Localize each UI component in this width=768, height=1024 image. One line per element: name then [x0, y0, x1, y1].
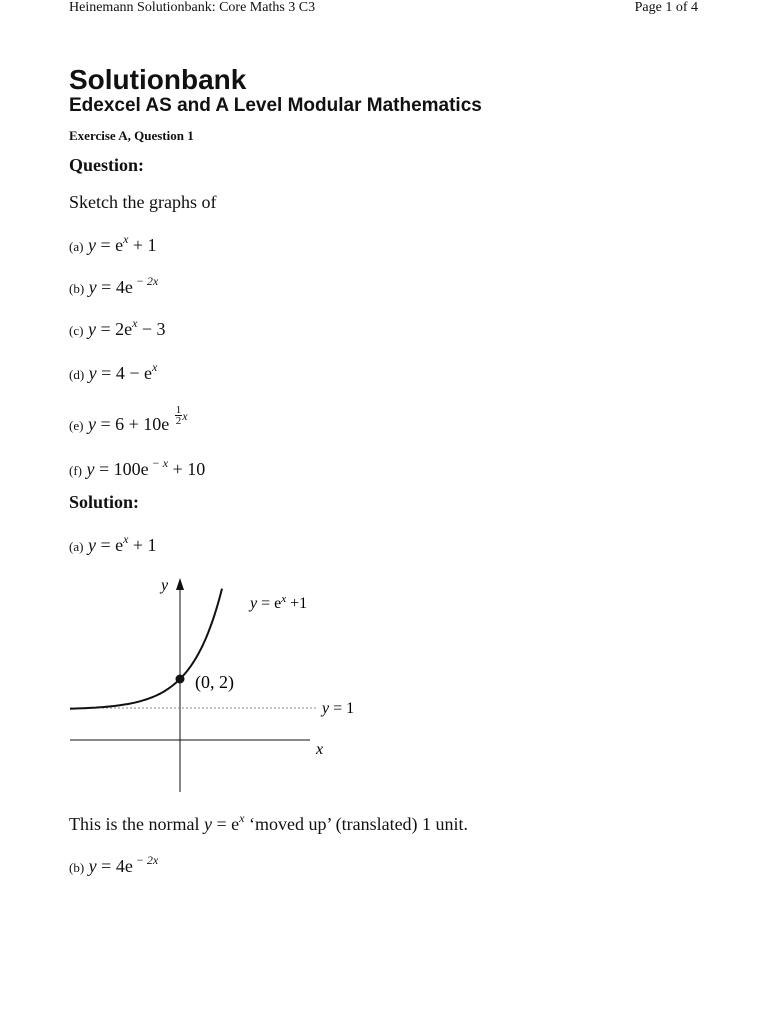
- question-part-f: [69, 456, 206, 480]
- y-axis-label: y: [161, 577, 169, 594]
- fraction-denominator: 2: [175, 415, 182, 427]
- equation-var: y: [87, 414, 96, 434]
- equation-var: y: [86, 459, 95, 479]
- part-label: (a): [69, 239, 84, 254]
- x-axis-label: x: [316, 741, 324, 758]
- equation-text: = 6 + 10e: [95, 414, 170, 434]
- point-label: (0, 2): [195, 672, 234, 692]
- part-label: (c): [69, 323, 84, 338]
- y-axis-arrow: [176, 578, 184, 590]
- equation-var: y: [88, 277, 97, 297]
- asymptote-label-text: = 1: [329, 700, 355, 717]
- asymptote-label-var: y: [322, 700, 330, 717]
- equation-exponent: − x: [148, 456, 169, 470]
- equation-tail: + 1: [128, 535, 157, 555]
- part-label: (f): [69, 463, 82, 478]
- part-label: (b): [69, 281, 85, 296]
- page-title: Solutionbank: [69, 64, 247, 95]
- equation-var: y: [87, 535, 96, 555]
- question-part-b: [69, 274, 159, 298]
- equation-var: y: [87, 319, 96, 339]
- equation-exponent: x: [123, 532, 129, 546]
- equation-exponent: − 2x: [132, 274, 159, 288]
- question-intro: Sketch the graphs of: [69, 192, 217, 212]
- curve-label-tail: +1: [286, 595, 308, 612]
- intercept-point: [176, 675, 185, 684]
- explanation-text: This is the normal: [69, 814, 204, 834]
- part-label: (d): [69, 367, 85, 382]
- part-label: (e): [69, 418, 84, 433]
- page-header-title: Heinemann Solutionbank: Core Maths 3 C3: [69, 0, 316, 15]
- equation-exponent: x: [123, 232, 129, 246]
- page-number: Page 1 of 4: [634, 0, 698, 15]
- curve-label-text: = e: [257, 595, 282, 612]
- equation-exponent: x: [151, 360, 158, 374]
- question-part-a: [69, 232, 157, 256]
- equation-tail: + 1: [128, 235, 157, 255]
- solution-part-b: [69, 853, 159, 877]
- equation-text: = 4e: [96, 277, 133, 297]
- equation-exponent: x: [182, 409, 188, 423]
- question-heading: Question:: [69, 155, 145, 175]
- equation-text: = 4e: [96, 856, 133, 876]
- equation-var: y: [88, 856, 97, 876]
- page-subtitle: Edexcel AS and A Level Modular Mathematics: [69, 95, 482, 116]
- explanation-tail: ‘moved up’ (translated) 1 unit.: [244, 814, 469, 834]
- equation-tail: − 3: [137, 319, 166, 339]
- equation-text: = 4 − e: [96, 363, 152, 383]
- solution-part-a: [69, 532, 157, 556]
- part-label: (b): [69, 860, 85, 875]
- explanation-equation: = e: [211, 814, 240, 834]
- equation-var: y: [88, 363, 97, 383]
- question-part-c: [69, 316, 166, 340]
- curve-label-exponent: x: [281, 593, 287, 605]
- equation-text: = e: [95, 235, 124, 255]
- equation-text: = 100e: [94, 459, 149, 479]
- curve-label: [248, 593, 307, 612]
- equation-exponent: x: [132, 316, 138, 330]
- explanation-exponent: x: [239, 811, 245, 825]
- equation-exponent: − 2x: [132, 853, 159, 867]
- equation-var: y: [87, 235, 96, 255]
- question-part-d: [69, 360, 158, 384]
- exercise-label: Exercise A, Question 1: [69, 128, 194, 143]
- part-label: (a): [69, 539, 84, 554]
- asymptote-label: [320, 700, 354, 717]
- curve-label-var: y: [250, 595, 258, 612]
- solution-heading: Solution:: [69, 492, 140, 512]
- solution-explanation: [69, 811, 469, 835]
- graph-ex-plus-1: [60, 570, 400, 800]
- explanation-var: y: [203, 814, 212, 834]
- fraction-numerator: 1: [175, 404, 182, 416]
- question-part-e: [69, 405, 188, 435]
- equation-tail: + 10: [168, 459, 206, 479]
- equation-text: = e: [95, 535, 124, 555]
- equation-text: = 2e: [95, 319, 133, 339]
